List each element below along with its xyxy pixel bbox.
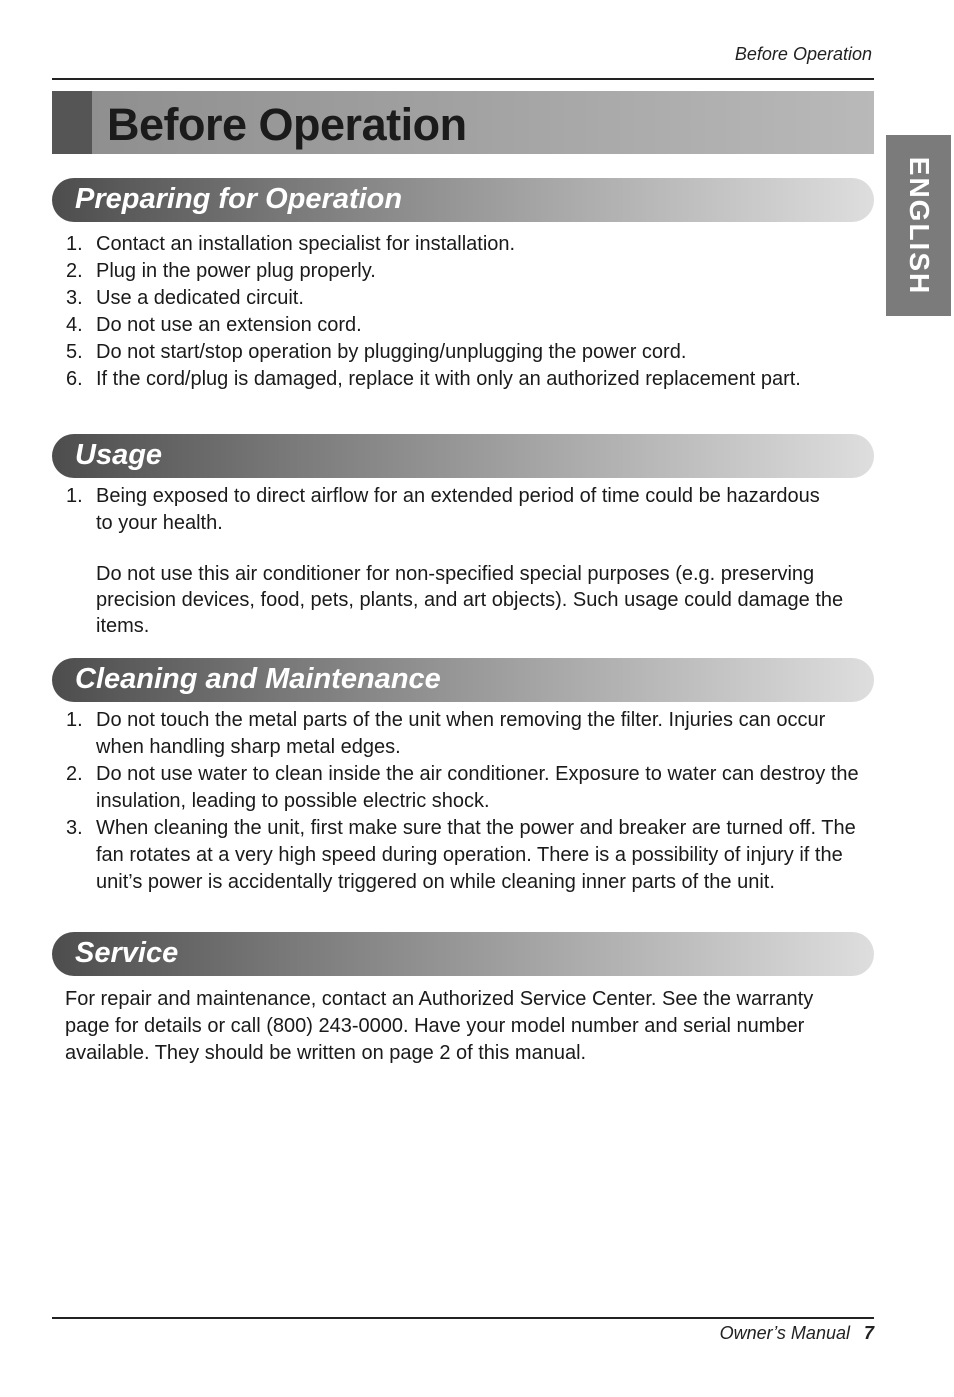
list-item-text: Do not start/stop operation by plugging/unplugging the power cord. [96, 341, 687, 363]
list-item-text: Do not touch the metal parts of the unit when removing the filter. Injuries can occur when handling sharp metal edges. [96, 709, 826, 758]
list-item-number: 1. [66, 233, 83, 255]
section-title-cleaning: Cleaning and Maintenance [75, 663, 441, 695]
page-title: Before Operation [107, 99, 467, 150]
list-item-number: 3. [66, 287, 83, 309]
section-header-service [52, 932, 874, 976]
usage-note: Do not use this air conditioner for non-specified special purposes (e.g. preserving precision devices, food, pets, plants, and art objects). Such usage could damage the items. [96, 563, 844, 637]
list-item-text: Do not use an extension cord. [96, 314, 362, 336]
section-header-cleaning [52, 658, 874, 702]
list-item-text: Contact an installation specialist for installation. [96, 233, 516, 255]
service-text: For repair and maintenance, contact an Authorized Service Center. See the warranty page for details or call (800) 243-0000. Have your model number and serial number available. They should be written on page 2 of this manual. [65, 988, 814, 1064]
page-number: 7 [863, 1323, 874, 1343]
list-item [66, 483, 836, 537]
language-tab-label: ENGLISH [903, 156, 935, 295]
list-item-number: 1. [66, 709, 83, 731]
list-item-number: 1. [66, 485, 83, 507]
top-rule [52, 78, 874, 80]
list-item [66, 815, 874, 896]
list-item-number: 5. [66, 341, 83, 363]
preparing-list [66, 231, 856, 393]
footer [720, 1323, 874, 1344]
section-header-preparing [52, 178, 874, 222]
list-item-text: Do not use water to clean inside the air conditioner. Exposure to water can destroy the insulation, leading to possible electric shock. [96, 763, 859, 812]
list-item-number: 2. [66, 763, 83, 785]
list-item-number: 6. [66, 368, 83, 390]
page-title-band [52, 91, 874, 154]
list-item-text: Use a dedicated circuit. [96, 287, 304, 309]
list-item-text: If the cord/plug is damaged, replace it with only an authorized replacement part. [96, 368, 801, 390]
list-item [66, 761, 874, 815]
usage-list [66, 483, 836, 537]
list-item [66, 231, 856, 258]
list-item [66, 339, 856, 366]
section-title-service: Service [75, 937, 179, 969]
section-title-preparing: Preparing for Operation [75, 183, 403, 215]
list-item [66, 366, 856, 393]
section-header-usage [52, 434, 874, 478]
title-accent-block [52, 91, 92, 154]
running-head: Before Operation [734, 44, 872, 64]
bottom-rule [52, 1317, 874, 1319]
list-item-number: 4. [66, 314, 83, 336]
language-tab [886, 135, 951, 316]
list-item [66, 258, 856, 285]
list-item-number: 3. [66, 817, 83, 839]
list-item-text: When cleaning the unit, first make sure that the power and breaker are turned off. The fan rotates at a very high speed during operation. There is a possibility of injury if the unit’s power is accidentally triggered on while cleaning inner parts of the unit. [96, 817, 856, 893]
footer-label: Owner’s Manual [719, 1323, 850, 1343]
list-item-text: Plug in the power plug properly. [96, 260, 376, 282]
list-item [66, 312, 856, 339]
list-item-text: Being exposed to direct airflow for an extended period of time could be hazardous to your health. [96, 485, 820, 534]
list-item-number: 2. [66, 260, 83, 282]
list-item [66, 285, 856, 312]
list-item [66, 707, 874, 761]
section-title-usage: Usage [75, 439, 163, 471]
cleaning-list [66, 707, 874, 896]
